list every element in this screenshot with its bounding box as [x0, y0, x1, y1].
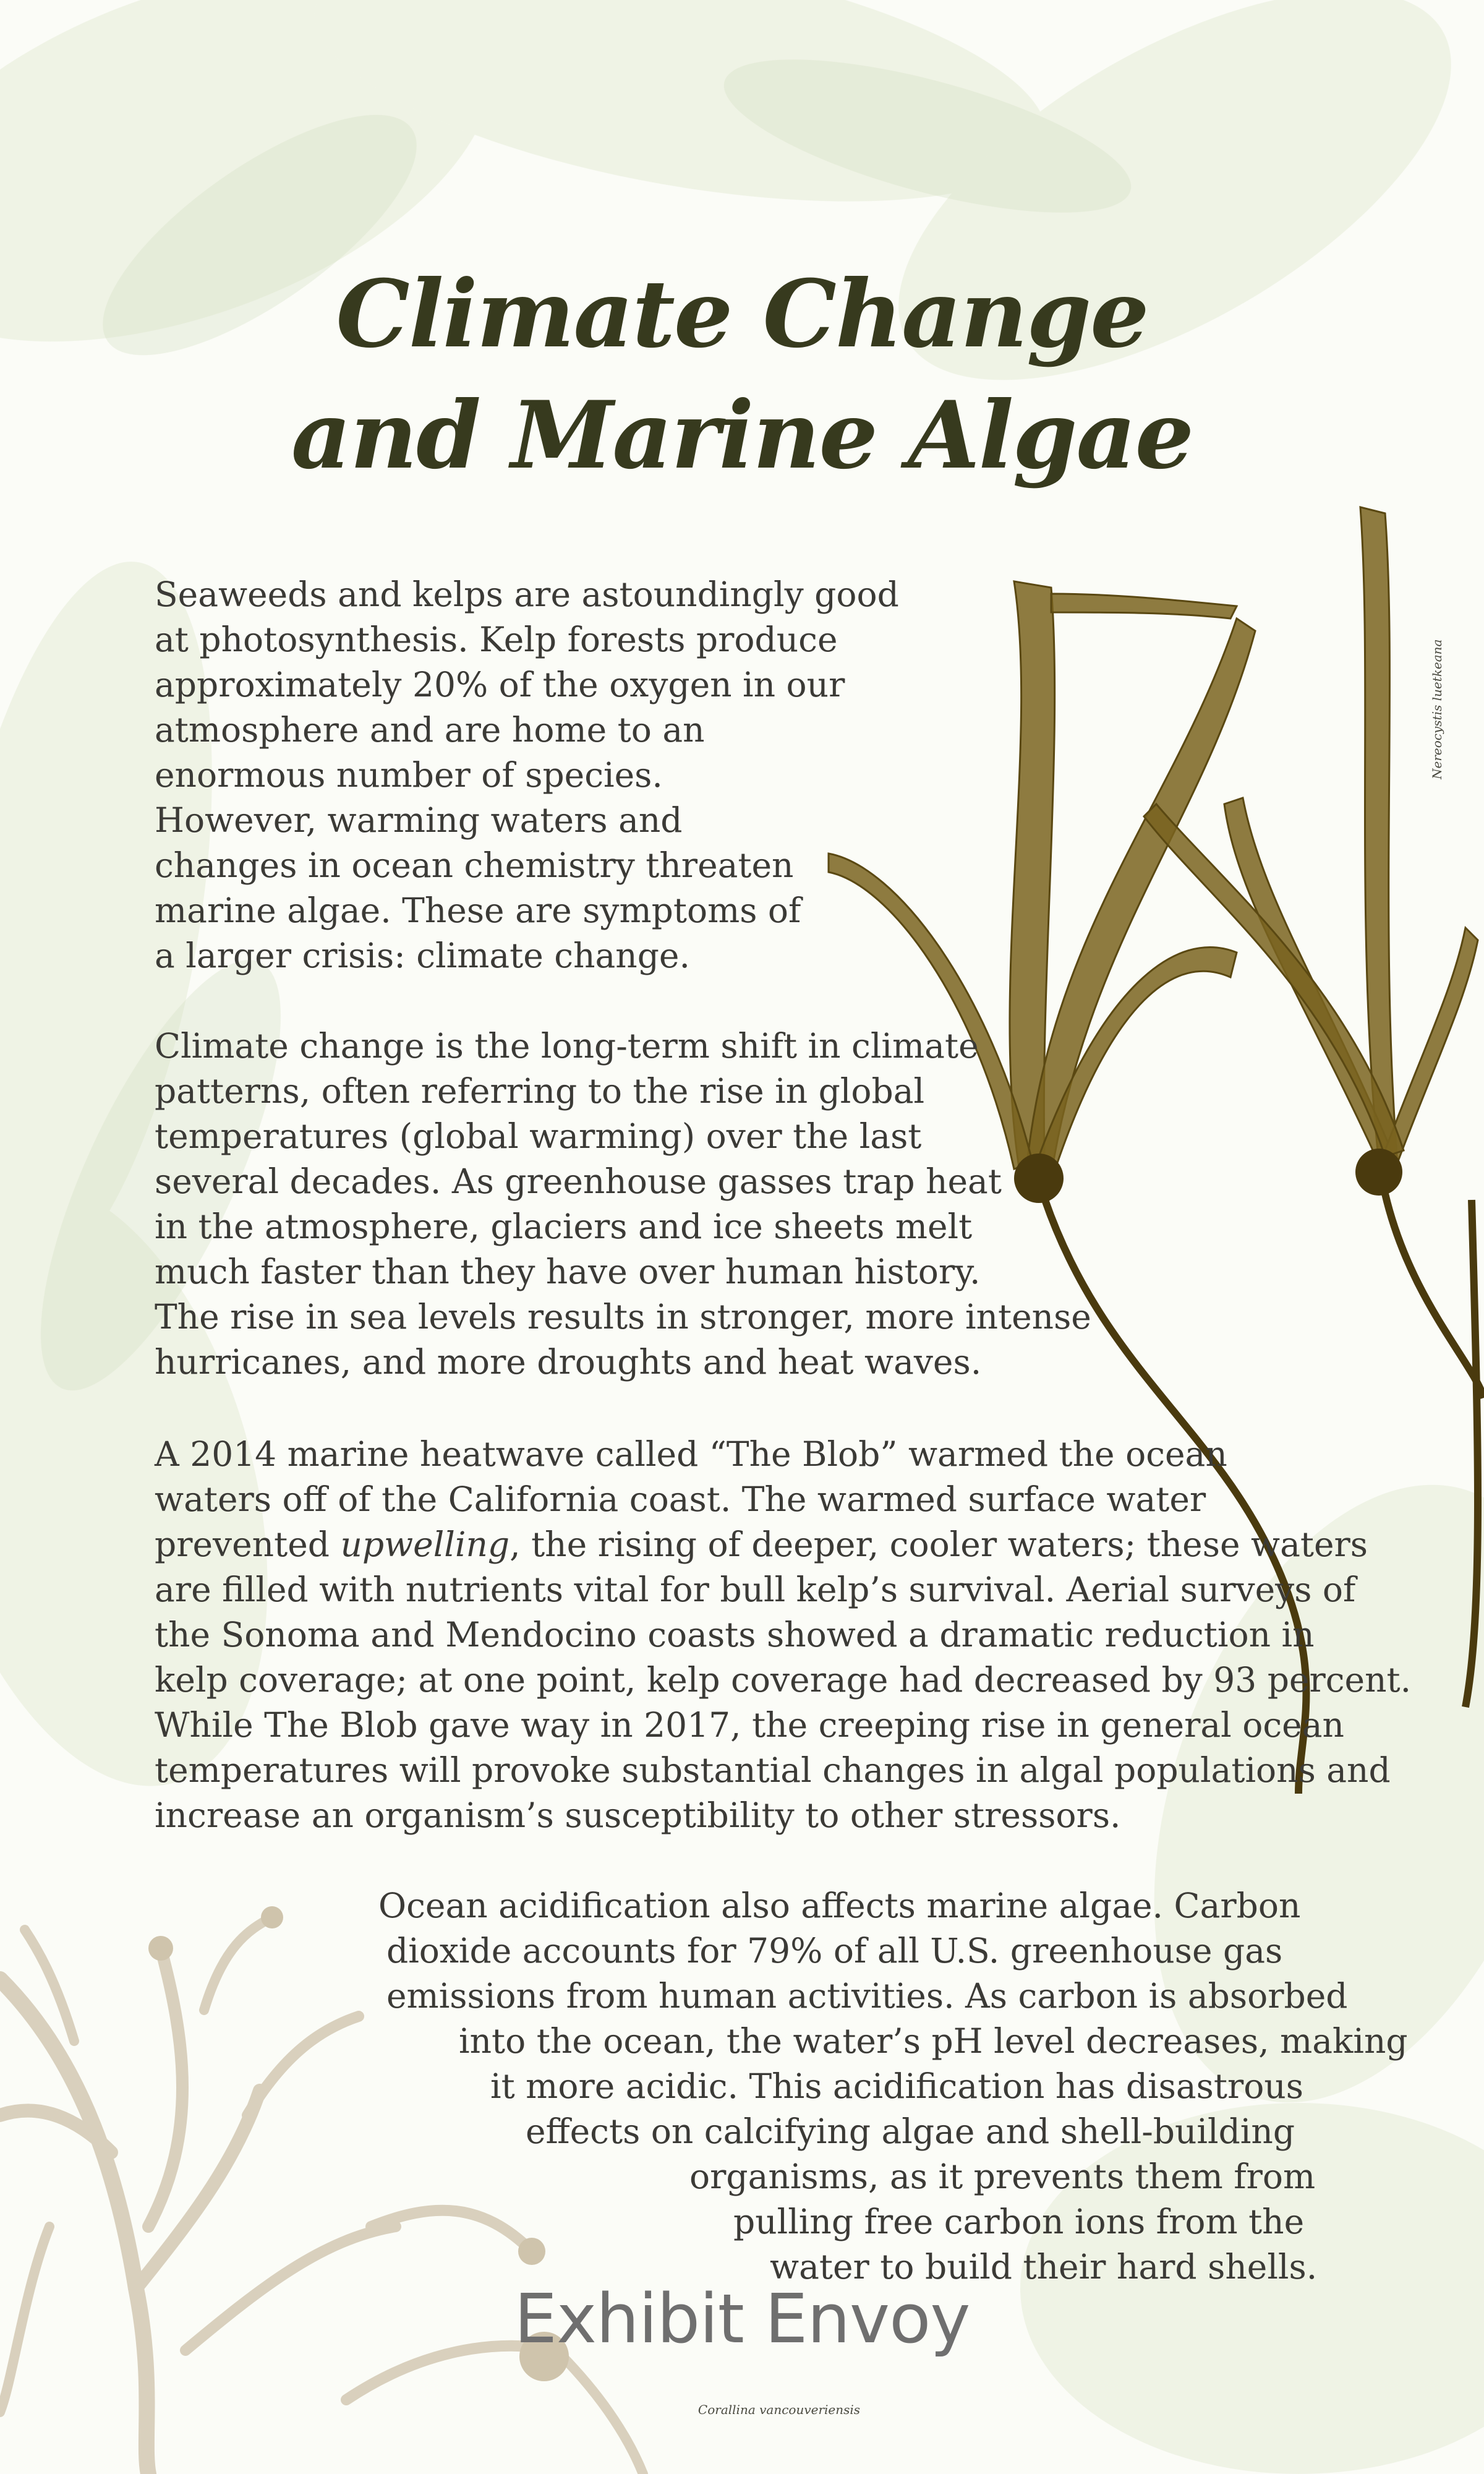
text-line: While The Blob gave way in 2017, the creeping rise in general ocean	[155, 1705, 1344, 1745]
text-line: effects on calcifying algae and shell-building	[526, 2112, 1295, 2151]
text-line: pulling free carbon ions from the	[733, 2202, 1305, 2241]
paragraph-climate-change	[155, 1024, 1091, 1385]
text-line	[155, 1522, 1411, 1567]
text-line: are filled with nutrients vital for bull kelp’s survival. Aerial surveys of	[155, 1570, 1356, 1609]
title-line-1: Climate Change	[336, 260, 1148, 369]
text-line: However, warming waters and	[155, 800, 683, 840]
text-line: Seaweeds and kelps are astoundingly good	[155, 575, 899, 614]
paragraph-the-blob	[155, 1432, 1411, 1838]
text-line: marine algae. These are symptoms of	[155, 891, 801, 930]
paragraph-photosynthesis	[155, 572, 899, 978]
text-line: patterns, often referring to the rise in global	[155, 1071, 925, 1111]
text-line: in the atmosphere, glaciers and ice sheets melt	[155, 1207, 973, 1246]
text-line: A 2014 marine heatwave called “The Blob” warmed the ocean	[155, 1434, 1227, 1474]
kelp-species-caption: Nereocystis luetkeana	[1430, 639, 1444, 779]
text-line: it more acidic. This acidification has disastrous	[490, 2066, 1304, 2106]
coral-species-caption: Corallina vancouveriensis	[697, 2402, 861, 2417]
text-line: emissions from human activities. As carbon is absorbed	[386, 1976, 1348, 2016]
text-line: several decades. As greenhouse gasses trap heat	[155, 1162, 1002, 1201]
text-line: waters off of the California coast. The warmed surface water	[155, 1479, 1206, 1519]
text-fragment: , the rising of deeper, cooler waters; these waters	[510, 1525, 1368, 1564]
text-line: kelp coverage; at one point, kelp coverage had decreased by 93 percent.	[155, 1660, 1412, 1700]
text-line: much faster than they have over human history.	[155, 1252, 981, 1291]
text-line: the Sonoma and Mendocino coasts showed a dramatic reduction in	[155, 1615, 1315, 1654]
text-line: approximately 20% of the oxygen in our	[155, 665, 845, 704]
text-line: organisms, as it prevents them from	[689, 2157, 1316, 2196]
text-fragment: prevented	[155, 1525, 330, 1564]
text-line: a larger crisis: climate change.	[155, 936, 690, 975]
emphasis-upwelling: upwelling	[340, 1525, 510, 1564]
text-line: hurricanes, and more droughts and heat waves.	[155, 1342, 982, 1382]
title-line-2: and Marine Algae	[291, 381, 1193, 490]
text-line: atmosphere and are home to an	[155, 710, 705, 750]
text-line: enormous number of species.	[155, 755, 663, 795]
paragraph-ocean-acidification	[0, 1883, 1484, 2290]
text-line: dioxide accounts for 79% of all U.S. greenhouse gas	[386, 1931, 1283, 1971]
text-line: at photosynthesis. Kelp forests produce	[155, 620, 838, 659]
text-line: The rise in sea levels results in stronger, more intense	[155, 1297, 1091, 1337]
text-line: changes in ocean chemistry threaten	[155, 845, 794, 885]
text-line: temperatures will provoke substantial changes in algal populations and	[155, 1750, 1391, 1790]
text-line: into the ocean, the water’s pH level decreases, making	[459, 2021, 1408, 2061]
text-line: Climate change is the long-term shift in climate	[155, 1026, 979, 1066]
page-title	[0, 254, 1484, 496]
text-line: increase an organism’s susceptibility to other stressors.	[155, 1796, 1121, 1835]
exhibit-envoy-watermark: Exhibit Envoy	[514, 2279, 970, 2358]
text-line: water to build their hard shells.	[770, 2247, 1318, 2287]
text-line: Ocean acidification also affects marine algae. Carbon	[378, 1886, 1301, 1925]
text-line: temperatures (global warming) over the last	[155, 1116, 922, 1156]
